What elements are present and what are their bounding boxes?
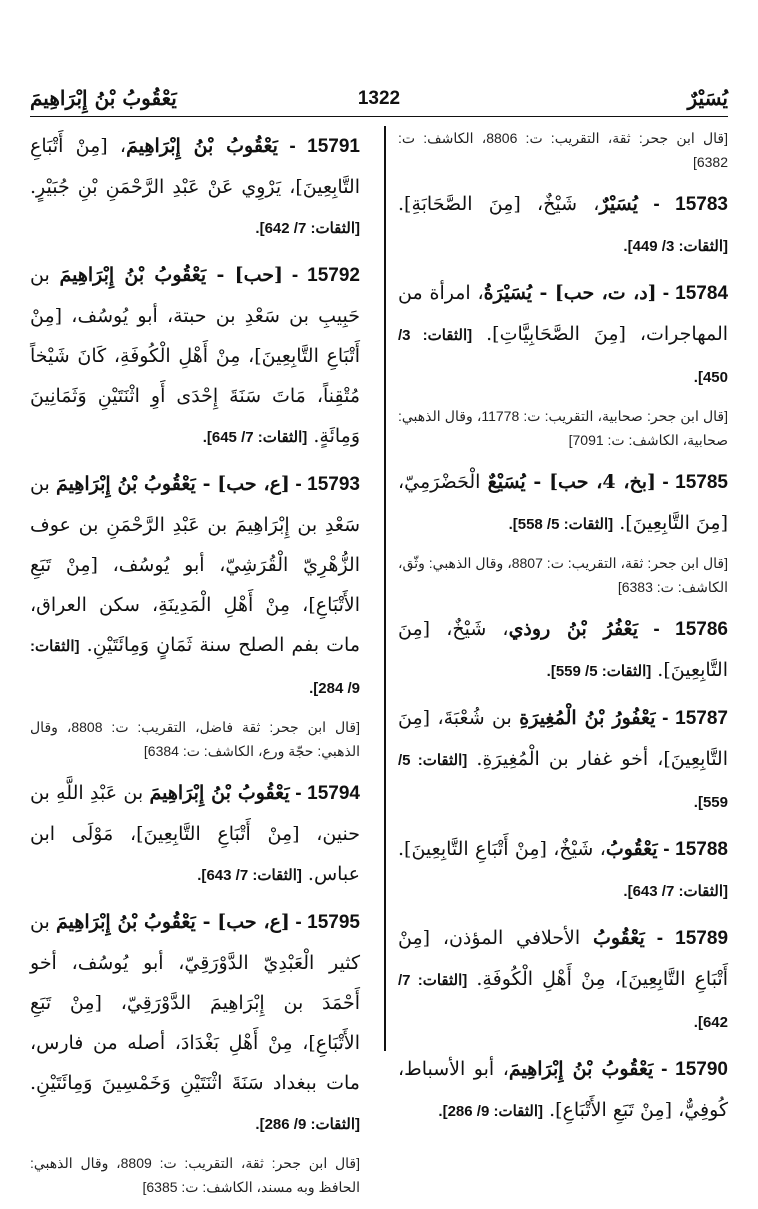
entry-number: 15793 [307,474,360,495]
entry-number: 15787 [675,708,728,729]
entry-text: ، [مِنْ أَتْبَاعِ التَّابِعِينَ]، يَرْوِي عَنْ عَبْدِ الرَّحْمَنِ بْنِ جُبَيْرٍ. [30,135,360,198]
entry-text: بن سَعْدِ بن إِبْرَاهِيمَ بن عَبْدِ الرَّحْمَنِ بن عوف الزُّهْرِيّ الْقُرَشِيّ، أبو يُوسُف، [مِنْ تَبَعِ الأَتْبَاعِ]، مِنْ أَهْلِ الْمَدِينَةِ، سكن العراق، مات بفم الصلح سنة ثَمَانٍ وَمِائَتَيْنِ. [30,473,360,656]
entry-number: 15785 [675,472,728,493]
entry-dash: - [638,619,676,640]
entry-number: 15789 [675,928,729,949]
entry-dash: - [644,928,676,949]
entry-dash: - [289,912,308,933]
biography-entry [398,698,728,823]
entry-number: 15784 [675,283,729,304]
entry-number: 15791 [307,136,360,157]
entry-text: بن عَبْدِ اللَّهِ بن حنين، [مِنْ أَتْبَاعِ التَّابِعِينَ]، مَوْلَى ابن عباس. [30,782,360,885]
biography-entry [30,464,360,709]
entry-reference: [الثقات: 3/ 450]. [398,327,728,386]
biography-entry [30,902,360,1145]
entry-name: يَعْفُرُ بْنُ روذي [508,618,639,640]
left-column [30,126,360,1209]
entry-name: [ع، حب] - يَعْقُوبُ بْنُ إِبْرَاهِيمَ [55,473,290,495]
entry-reference: [الثقات: 3/ 449]. [623,238,728,255]
running-head-right: يُسَيْرٌ [687,86,728,110]
entry-dash: - [656,283,676,304]
entry-dash: - [637,194,676,215]
entry-text: ، شَيْخٌ، [مِنَ التَّابِعِينَ]. [398,618,728,681]
entry-text: ، امرأة من المهاجرات، [مِنَ الصَّحَابِيَّاتِ]. [398,282,729,345]
biography-entry [398,184,728,267]
biography-entry [30,773,360,896]
entry-name: [حب] - يَعْقُوبُ بْنُ إِبْرَاهِيمَ [59,264,283,286]
entry-dash: - [656,472,676,493]
entry-number: 15790 [675,1059,728,1080]
entry-reference: [الثقات: 5/ 559]. [398,752,728,811]
entry-dash: - [277,136,308,157]
entry-dash: - [282,265,308,286]
biography-entry [30,255,360,458]
column-divider [384,126,386,1051]
entry-dash: - [289,474,308,495]
entry-number: 15795 [307,912,360,933]
source-note: [قال ابن جحر: ثقة، التقريب: ت: 8807، وقال الذهبي: وثّق، الكاشف: ت: 6383] [398,555,728,595]
biography-entry [398,829,728,912]
entry-name: يَعْقُوبُ بْنُ إِبْرَاهِيمَ [126,135,278,157]
biography-entry [398,273,728,398]
entry-reference: [الثقات: 9/ 286]. [438,1103,544,1120]
entry-number: 15783 [675,194,728,215]
biography-entry [398,462,728,545]
entry-dash: - [289,783,308,804]
entry-name: [بخ، 4، حب] - يُسَيْعٌ [487,471,656,493]
entry-name: يُسَيْرٌ [599,193,638,215]
source-note: [قال ابن جحر: ثقة فاضل، التقريب: ت: 8808، وقال الذهبي: حجّة ورع، الكاشف: ت: 6384] [30,719,360,759]
biography-entry [398,609,728,692]
entry-text: بن كثير الْعَبْدِيّ الدَّوْرَقِيّ، أبو يُوسُف، أخو أَحْمَدَ بن إِبْرَاهِيمَ الدَّوْرَقِيّ، [مِنْ تَبَعِ الأَتْبَاعِ]، مِنْ أَهْلِ بَغْدَادَ، أصله من فارس، مات ببغداد سَنَةَ اثْنَتَيْنِ وَخَمْسِينَ وَمِائَتَيْنِ. [30,911,360,1094]
entry-reference: [الثقات: 9/ 284]. [30,638,360,697]
entry-number: 15792 [307,265,360,286]
entry-name: [ع، حب] - يَعْقُوبُ بْنُ إِبْرَاهِيمَ [55,911,290,933]
entry-name: يَعْقُوبُ بْنُ إِبْرَاهِيمَ [149,782,290,804]
entry-dash: - [657,839,676,860]
entry-dash: - [655,708,676,729]
source-note: [قال ابن جحر: ثقة، التقريب: ت: 8809، وقال الذهبي: الحافظ وبه مسند، الكاشف: ت: 6385] [30,1155,361,1195]
columns [30,126,729,1195]
entry-name: يَعْقُوبُ بْنُ إِبْرَاهِيمَ [508,1058,654,1080]
page-header [30,84,728,117]
entry-reference: [الثقات: 7/ 645]. [202,429,308,446]
entry-dash: - [653,1059,676,1080]
running-head-left: يَعْقُوبُ بْنُ إِبْرَاهِيمَ [30,86,177,110]
entry-number: 15788 [675,839,728,860]
entry-text: ، أبو الأسباط، كُوفِيٌّ، [مِنْ تَبَعِ الأَتْبَاعِ]. [398,1058,728,1121]
entry-reference: [الثقات: 5/ 558]. [508,516,614,533]
entry-reference: [الثقات: 5/ 559]. [546,663,652,680]
entry-name: يَعْفُورُ بْنُ الْمُغِيرَةِ [519,707,656,729]
entry-number: 15786 [675,619,728,640]
source-note: [قال ابن جحر: صحابية، التقريب: ت: 11778، وقال الذهبي: صحابية، الكاشف: ت: 7091] [398,408,728,448]
entry-reference: [الثقات: 7/ 643]. [197,867,302,884]
entry-text: الأحلافي المؤذن، [مِنْ أَتْبَاعِ التَّابِعِينَ]، مِنْ أَهْلِ الْكُوفَةِ. [398,927,729,990]
entry-text: ، شَيْخٌ، [مِنْ أَتْبَاعِ التَّابِعِينَ]. [398,838,606,860]
entry-name: يَعْقُوبُ [605,838,658,860]
entry-reference: [الثقات: 7/ 642]. [398,972,728,1031]
entry-name: [د، ت، حب] - يُسَيْرَةُ [483,282,657,304]
page-number: 1322 [357,88,401,109]
entry-text: الْحَضْرَمِيّ، [مِنَ التَّابِعِينَ]. [398,471,728,534]
entry-reference: [الثقات: 7/ 642]. [255,220,360,237]
right-column [398,126,728,1138]
biography-entry [30,126,360,249]
source-note: [قال ابن جحر: ثقة، التقريب: ت: 8806، الكاشف: ت: 6382] [398,130,728,170]
entry-text: ، شَيْخٌ، [مِنَ الصَّحَابَةِ]. [398,193,600,215]
entry-number: 15794 [307,783,360,804]
entry-name: يَعْقُوبُ [592,927,645,949]
biography-entry [398,918,728,1043]
entry-text: بن شُعْبَةَ، [مِنَ التَّابِعِينَ]، أخو غفار بن الْمُغِيرَةِ. [398,707,729,770]
entry-reference: [الثقات: 7/ 643]. [623,883,728,900]
entry-reference: [الثقات: 9/ 286]. [255,1116,360,1133]
biography-entry [398,1049,728,1132]
entry-text: بن حَبِيبِ بن سَعْدِ بن حبتة، أبو يُوسُف، [مِنْ أَتْبَاعِ التَّابِعِينَ]، مِنْ أَهْلِ الْكُوفَةِ، كَانَ شَيْخاً مُتْقِناً، مَاتَ سَنَةَ إِحْدَى أَوِ اثْنَتَيْنِ وَثَمَانِينَ وَمِائَةٍ. [30,264,360,447]
